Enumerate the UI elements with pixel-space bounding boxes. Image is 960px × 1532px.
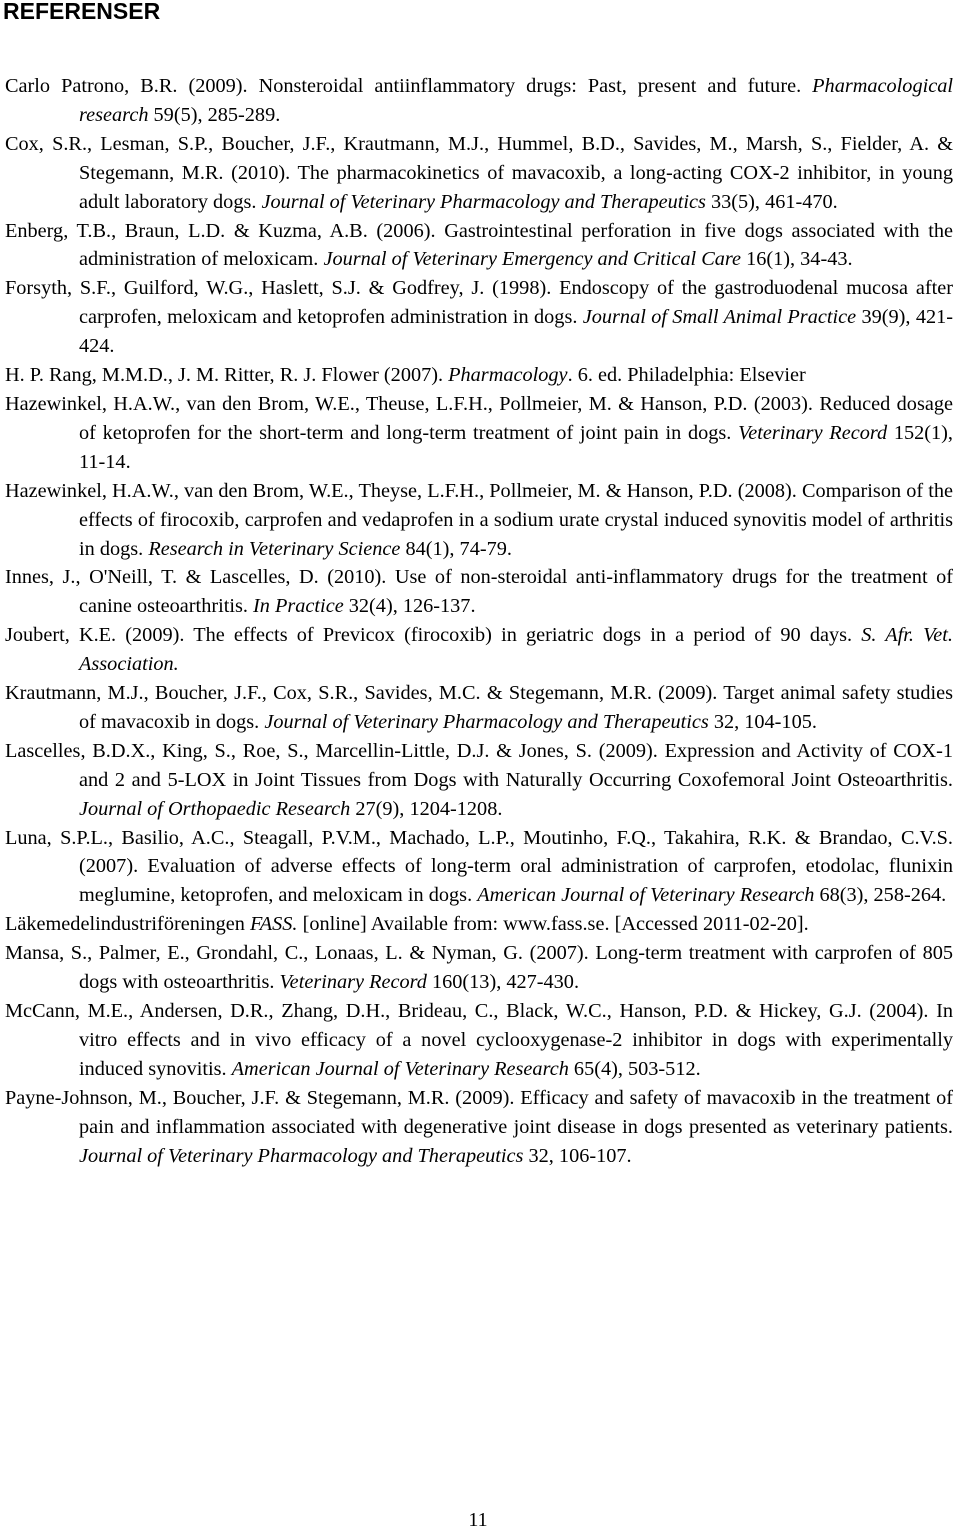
reference-entry — [5, 737, 953, 824]
reference-tail: 27(9), 1204-1208. — [350, 797, 503, 820]
reference-entry — [5, 939, 953, 997]
reference-entry — [5, 477, 953, 564]
journal-title: American Journal of Veterinary Research — [477, 884, 815, 907]
reference-tail: 32, 106-107. — [523, 1144, 632, 1167]
journal-title: Journal of Veterinary Emergency and Critical Care — [323, 248, 742, 271]
reference-entry — [5, 217, 953, 275]
reference-entry — [5, 390, 953, 477]
journal-title: Journal of Veterinary Pharmacology and Therapeutics — [261, 190, 706, 213]
journal-title: FASS. — [249, 913, 298, 936]
reference-tail: 39(9), 421-424. — [79, 306, 953, 358]
reference-tail: 84(1), 74-79. — [400, 537, 512, 560]
reference-text: Läkemedelindustriföreningen — [5, 913, 250, 936]
reference-text: Luna, S.P.L., Basilio, A.C., Steagall, P.V.M., Machado, L.P., Moutinho, F.Q., Takahira, R.K. & Brandao, C.V.S. (2007). Evaluation of adverse effects of long-term oral administration of carprofen, etodolac, flunixin meglumine, ketoprofen, and meloxicam in dogs. — [5, 826, 953, 907]
journal-title: Journal of Orthopaedic Research — [79, 797, 351, 820]
reference-tail: 33(5), 461-470. — [705, 190, 838, 213]
section-heading: REFERENSER — [3, 0, 161, 24]
reference-entry — [5, 274, 953, 361]
reference-text: Krautmann, M.J., Boucher, J.F., Cox, S.R., Savides, M.C. & Stegemann, M.R. (2009). Target animal safety studies of mavacoxib in dogs. — [5, 682, 953, 733]
reference-text: Cox, S.R., Lesman, S.P., Boucher, J.F., Krautmann, M.J., Hummel, B.D., Savides, M., Marsh, S., Fielder, A. & Stegemann, M.R. (2010). The pharmacokinetics of mavacoxib, a long-acting COX-2 inhibitor, in young adult laboratory dogs. — [5, 132, 953, 213]
journal-title: S. Afr. Vet. Association. — [79, 624, 953, 676]
reference-text: Hazewinkel, H.A.W., van den Brom, W.E., Theyse, L.F.H., Pollmeier, M. & Hanson, P.D. (2008). Comparison of the effects of firocoxib, carprofen and vedaprofen in a sodium urate crystal induced synovitis model of arthritis in dogs. — [5, 479, 953, 560]
reference-entry — [5, 679, 953, 737]
reference-text: Payne-Johnson, M., Boucher, J.F. & Stegemann, M.R. (2009). Efficacy and safety of mavacoxib in the treatment of pain and inflammation associated with degenerative joint disease in dogs presented as veterinary patients. — [5, 1086, 953, 1138]
journal-title: American Journal of Veterinary Research — [231, 1057, 569, 1080]
reference-entry — [5, 997, 953, 1084]
reference-tail: [online] Available from: www.fass.se. [Accessed 2011-02-20]. — [297, 913, 809, 936]
reference-entry — [5, 910, 953, 939]
reference-tail: 160(13), 427-430. — [426, 971, 580, 994]
reference-entry — [5, 361, 953, 390]
reference-text: Innes, J., O'Neill, T. & Lascelles, D. (2010). Use of non-steroidal anti-inflammatory drugs for the treatment of canine osteoarthritis. — [5, 566, 953, 618]
reference-text: McCann, M.E., Andersen, D.R., Zhang, D.H., Brideau, C., Black, W.C., Hanson, P.D. & Hickey, G.J. (2004). In vitro effects and in vivo efficacy of a novel cyclooxygenase-2 inhibitor in dogs with experimentally induced synovitis. — [5, 1000, 953, 1080]
reference-tail: . 6. ed. Philadelphia: Elsevier — [567, 364, 806, 387]
journal-title: Journal of Veterinary Pharmacology and Therapeutics — [79, 1144, 524, 1167]
journal-title: In Practice — [253, 595, 344, 618]
reference-text: Mansa, S., Palmer, E., Grondahl, C., Lonaas, L. & Nyman, G. (2007). Long-term treatment with carprofen of 805 dogs with osteoarthritis. — [5, 942, 953, 994]
reference-entry — [5, 130, 953, 217]
reference-tail: 68(3), 258-264. — [814, 884, 947, 907]
reference-tail: 32(4), 126-137. — [343, 595, 476, 618]
reference-entry — [5, 824, 953, 911]
journal-title: Veterinary Record — [738, 421, 888, 444]
reference-text: Carlo Patrono, B.R. (2009). Nonsteroidal antiinflammatory drugs: Past, present and future. — [5, 75, 813, 97]
journal-title: Journal of Small Animal Practice — [582, 306, 857, 329]
journal-title: Veterinary Record — [279, 971, 427, 994]
reference-tail: 16(1), 34-43. — [741, 248, 853, 271]
reference-entry — [5, 563, 953, 621]
reference-text: Enberg, T.B., Braun, L.D. & Kuzma, A.B. (2006). Gastrointestinal perforation in five dogs associated with the administration of meloxicam. — [5, 219, 953, 271]
reference-tail: 32, 104-105. — [708, 710, 817, 733]
reference-tail: 152(1), 11-14. — [79, 421, 953, 473]
page-number: 11 — [468, 1509, 488, 1531]
reference-text: Joubert, K.E. (2009). The effects of Previcox (firocoxib) in geriatric dogs in a period of 90 days. — [5, 624, 862, 647]
reference-entry — [5, 621, 953, 679]
journal-title: Pharmacology — [448, 364, 568, 387]
reference-list — [5, 72, 953, 1170]
reference-tail: 65(4), 503-512. — [568, 1057, 701, 1080]
reference-text: Hazewinkel, H.A.W., van den Brom, W.E., Theuse, L.F.H., Pollmeier, M. & Hanson, P.D. (2003). Reduced dosage of ketoprofen for the short-term and long-term treatment of joint pain in dogs. — [5, 392, 953, 444]
journal-title: Research in Veterinary Science — [148, 537, 401, 560]
reference-tail: 59(5), 285-289. — [148, 103, 281, 126]
reference-text: Lascelles, B.D.X., King, S., Roe, S., Marcellin-Little, D.J. & Jones, S. (2009). Expression and Activity of COX-1 and 2 and 5-LOX in Joint Tissues from Dogs with Naturally Occurring Coxofemoral Joint Osteoarthritis. — [5, 739, 953, 791]
journal-title: Journal of Veterinary Pharmacology and Therapeutics — [264, 710, 709, 733]
reference-text: H. P. Rang, M.M.D., J. M. Ritter, R. J. Flower (2007). — [5, 364, 449, 387]
journal-title: Pharmacological research — [79, 75, 953, 126]
reference-entry — [5, 72, 953, 130]
reference-entry — [5, 1084, 953, 1171]
reference-text: Forsyth, S.F., Guilford, W.G., Haslett, S.J. & Godfrey, J. (1998). Endoscopy of the gastroduodenal mucosa after carprofen, meloxicam and ketoprofen administration in dogs. — [5, 277, 953, 329]
